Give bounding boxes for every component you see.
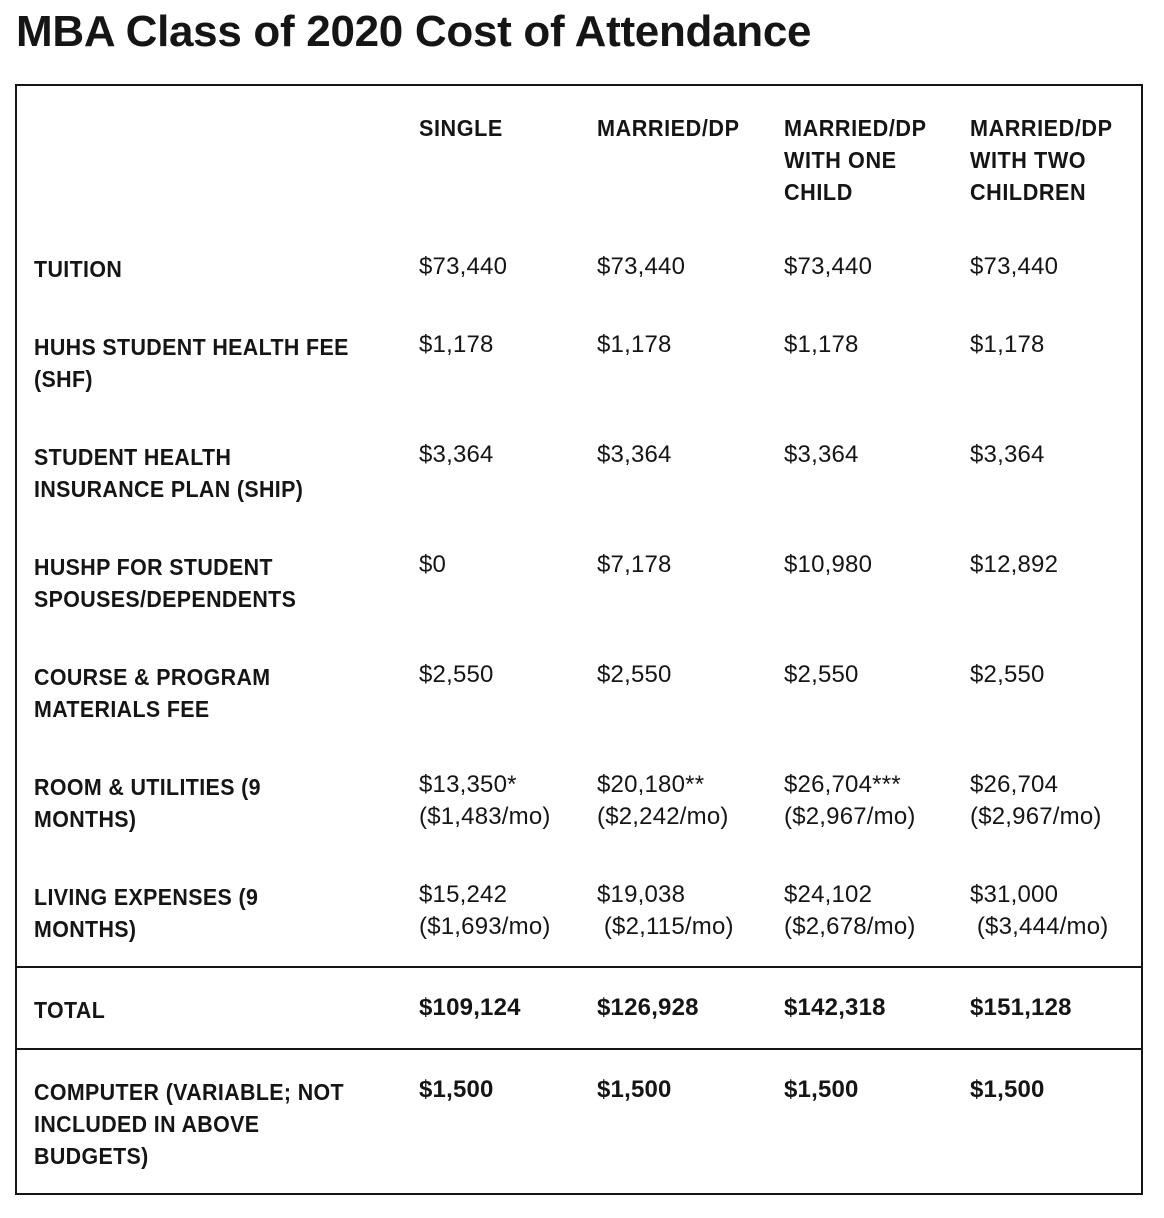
- row-label-ship: STUDENT HEALTH INSURANCE PLAN (SHIP): [34, 444, 304, 502]
- page-title: MBA Class of 2020 Cost of Attendance: [16, 7, 812, 56]
- cell-living-single: $15,242 ($1,693/mo): [419, 881, 551, 940]
- total-divider-bottom: [15, 1048, 1143, 1050]
- row-label-total: TOTAL: [34, 997, 106, 1023]
- cell-hushp-married: $7,178: [597, 551, 672, 578]
- cell-materials-one-child: $2,550: [784, 661, 859, 688]
- cell-computer-one-child: $1,500: [784, 1076, 859, 1103]
- column-header-married-one-child: MARRIED/DP WITH ONE CHILD: [784, 115, 927, 205]
- cell-room-two-children: $26,704 ($2,967/mo): [970, 771, 1102, 830]
- cell-materials-married: $2,550: [597, 661, 672, 688]
- cell-health-fee-one-child: $1,178: [784, 331, 859, 358]
- row-label-hushp: HUSHP FOR STUDENT SPOUSES/DEPENDENTS: [34, 554, 297, 612]
- cell-room-married: $20,180** ($2,242/mo): [597, 771, 729, 830]
- cell-hushp-one-child: $10,980: [784, 551, 873, 578]
- cell-total-two-children: $151,128: [970, 994, 1072, 1021]
- cell-ship-single: $3,364: [419, 441, 494, 468]
- total-divider-top: [15, 966, 1143, 968]
- cell-ship-married: $3,364: [597, 441, 672, 468]
- cell-tuition-one-child: $73,440: [784, 253, 873, 280]
- cell-health-fee-married: $1,178: [597, 331, 672, 358]
- cell-materials-two-children: $2,550: [970, 661, 1045, 688]
- cell-computer-single: $1,500: [419, 1076, 494, 1103]
- column-header-married-two-children: MARRIED/DP WITH TWO CHILDREN: [970, 115, 1113, 205]
- row-label-materials-fee: COURSE & PROGRAM MATERIALS FEE: [34, 664, 271, 722]
- cell-total-single: $109,124: [419, 994, 521, 1021]
- cell-ship-one-child: $3,364: [784, 441, 859, 468]
- cell-health-fee-single: $1,178: [419, 331, 494, 358]
- cell-tuition-single: $73,440: [419, 253, 508, 280]
- cell-materials-single: $2,550: [419, 661, 494, 688]
- cell-computer-two-children: $1,500: [970, 1076, 1045, 1103]
- cell-living-one-child: $24,102 ($2,678/mo): [784, 881, 916, 940]
- cell-hushp-single: $0: [419, 551, 447, 578]
- row-label-computer: COMPUTER (VARIABLE; NOT INCLUDED IN ABOVE BUDGETS): [34, 1079, 344, 1169]
- column-header-single: SINGLE: [419, 115, 503, 141]
- cell-living-two-children: $31,000 ($3,444/mo): [970, 881, 1109, 940]
- cell-tuition-two-children: $73,440: [970, 253, 1059, 280]
- row-label-room-utilities: ROOM & UTILITIES (9 MONTHS): [34, 774, 261, 832]
- cell-hushp-two-children: $12,892: [970, 551, 1059, 578]
- row-label-tuition: TUITION: [34, 256, 123, 282]
- cell-total-married: $126,928: [597, 994, 699, 1021]
- cell-ship-two-children: $3,364: [970, 441, 1045, 468]
- row-label-living-expenses: LIVING EXPENSES (9 MONTHS): [34, 884, 259, 942]
- column-header-married: MARRIED/DP: [597, 115, 740, 141]
- cell-computer-married: $1,500: [597, 1076, 672, 1103]
- cell-health-fee-two-children: $1,178: [970, 331, 1045, 358]
- row-label-health-fee: HUHS STUDENT HEALTH FEE (SHF): [34, 334, 349, 392]
- cell-living-married: $19,038 ($2,115/mo): [597, 881, 734, 940]
- cell-room-single: $13,350* ($1,483/mo): [419, 771, 551, 830]
- cell-total-one-child: $142,318: [784, 994, 886, 1021]
- cell-tuition-married: $73,440: [597, 253, 686, 280]
- cell-room-one-child: $26,704*** ($2,967/mo): [784, 771, 916, 830]
